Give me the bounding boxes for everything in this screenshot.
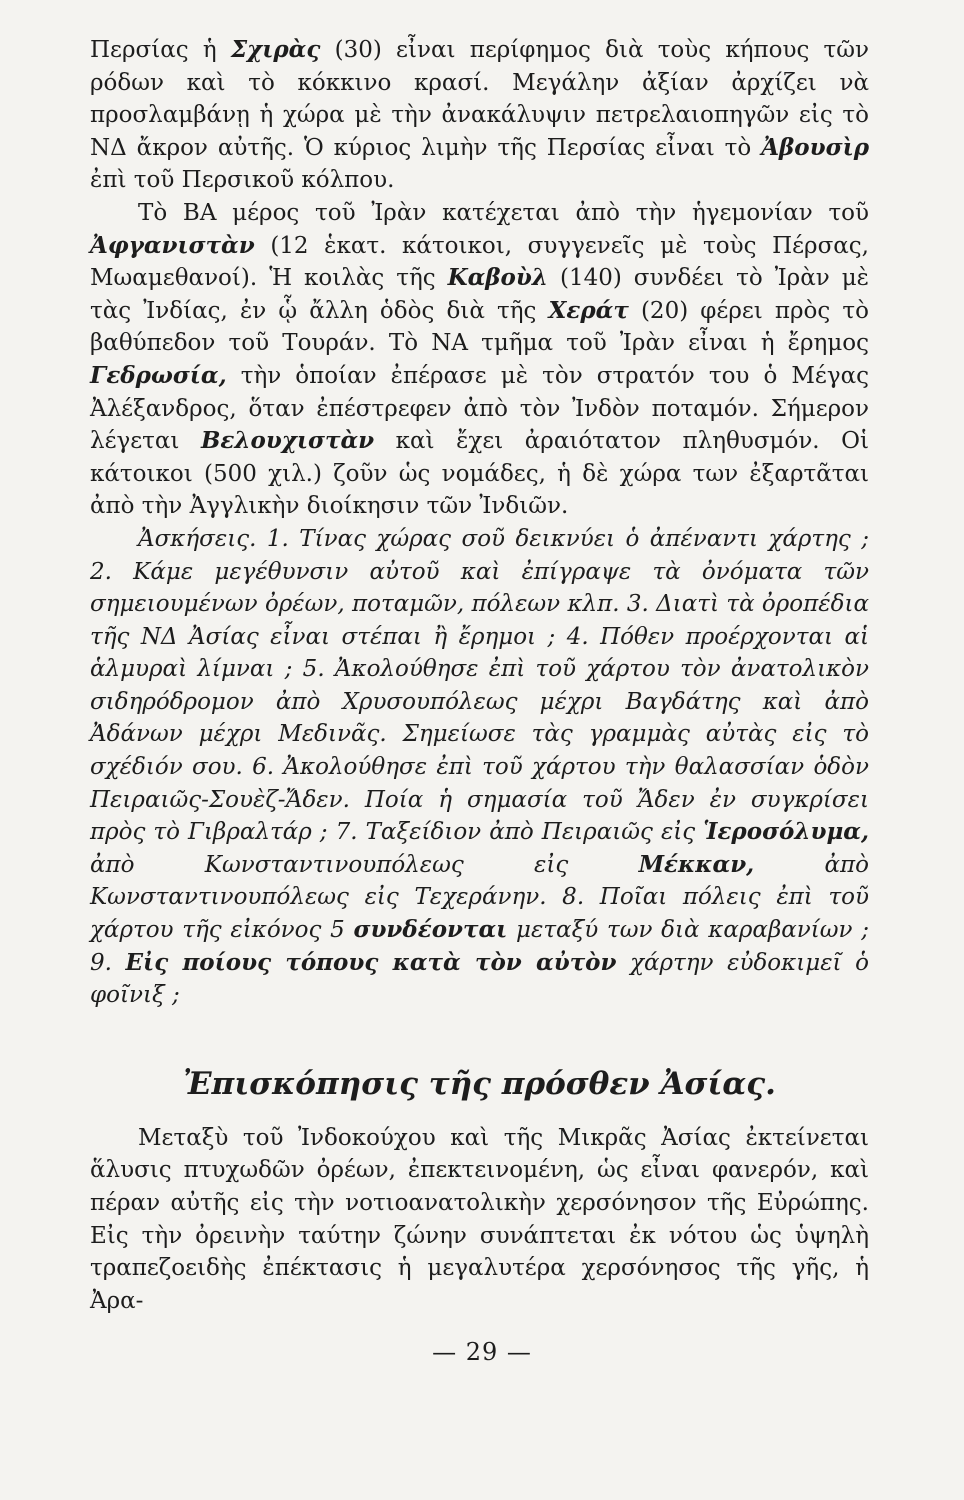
place-name-afghanistan: Ἀφγανιστὰν [90,231,255,259]
paragraph-persia: Περσίας ἡ Σχιρὰς (30) εἶναι περίφημος διὰ τοὺς κήπους τῶν ρόδων καὶ τὸ κόκκινο κρασί. Μεγάλην ἀξίαν ἀρχίζει νὰ προσλαμβάνῃ ἡ χώρα μὲ τὴν ἀνακάλυψιν πετρελαιοπηγῶν εἰς τὸ ΝΔ ἄκρον αὐτῆς. Ὁ κύριος λιμὴν τῆς Περσίας εἶναι τὸ Ἀβουσὶρ ἐπὶ τοῦ Περσικοῦ κόλπου. [90,36,870,194]
page-number: — 29 — [432,1338,532,1366]
exercises-block: Ἀσκήσεις. 1. Τίνας χώρας σοῦ δεικνύει ὁ ἀπέναντι χάρτης ; 2. Κάμε μεγέθυνσιν αὐτοῦ καὶ ἐπίγραψε τὰ ὀνόματα τῶν σημειουμένων ὀρέων, ποταμῶν, πόλεων κλπ. 3. Διατὶ τὰ ὀροπέδια τῆς ΝΔ Ἀσίας εἶναι στέπαι ἢ ἔρημοι ; 4. Πόθεν προέρχονται αἱ ἁλμυραὶ λίμναι ; 5. Ἀκολούθησε ἐπὶ τοῦ χάρτου τὸν ἀνατολικὸν σιδηρόδρομον ἀπὸ Χρυσουπόλεως μέχρι Βαγδάτης καὶ ἀπὸ Ἀδάνων μέχρι Μεδινᾶς. Σημείωσε τὰς γραμμὰς αὐτὰς εἰς τὸ σχέδιόν σου. 6. Ἀκολούθησε ἐπὶ τοῦ χάρτου τὴν θαλασσίαν ὁδὸν Πειραιῶς-Σουὲζ-Ἄδεν. Ποία ἡ σημασία τοῦ Ἄδεν ἐν συγκρίσει πρὸς τὸ Γιβραλτάρ ; 7. Ταξείδιον ἀπὸ Πειραιῶς εἰς Ἱεροσόλυμα, ἀπὸ Κωνσταντινουπόλεως εἰς Μέκκαν, ἀπὸ Κωνσταντινουπόλεως εἰς Τεχεράνην. 8. Ποῖαι πόλεις ἐπὶ τοῦ χάρτου τῆς εἰκόνος 5 συνδέονται μεταξύ των διὰ καραβανίων ; 9. Εἰς ποίους τόπους κατὰ τὸν αὐτὸν χάρτην εὐδοκιμεῖ ὁ φοῖνιξ ; [90,525,870,1009]
paragraph-overview: Μεταξὺ τοῦ Ἰνδοκούχου καὶ τῆς Μικρᾶς Ἀσίας ἐκτείνεται ἅλυσις πτυχωδῶν ὀρέων, ἐπεκτεινομένη, ὡς εἶναι φανερόν, καὶ πέραν αὐτῆς εἰς τὴν νοτιοανατολικὴν χερσόνησον τῆς Εὐρώπης. Εἰς τὴν ὀρεινὴν ταύτην ζώνην συνάπτεται ἐκ νότου ὡς ὑψηλὴ τραπεζοειδὴς ἐπέκτασις ἡ μεγαλυτέρα χερσόνησος τῆς γῆς, ἡ Ἀρα- [90,1124,869,1314]
place-name-shiraz: Σχιρὰς [230,36,321,63]
section-title: Ἐπισκόπησις τῆς πρόσθεν Ἀσίας. [183,1065,776,1102]
paragraph-afghanistan: Τὸ ΒΑ μέρος τοῦ Ἰρὰν κατέχεται ἀπὸ τὴν ἡγεμονίαν τοῦ Ἀφγανιστὰν (12 ἑκατ. κάτοικοι, συγγενεῖς μὲ τοὺς Πέρσας, Μωαμεθανοί). Ἡ κοιλὰς τῆς Καβοὺλ (140) συνδέει τὸ Ἰρὰν μὲ τὰς Ἰνδίας, ἐν ᾧ ἄλλη ὁδὸς διὰ τῆς Χεράτ (20) φέρει πρὸς τὸ βαθύπεδον τοῦ Τουράν. Τὸ ΝΑ τμῆμα τοῦ Ἰρὰν εἶναι ἡ ἔρημος Γεδρωσία, τὴν ὁποίαν ἐπέρασε μὲ τὸν στρατόν του ὁ Μέγας Ἀλέξανδρος, ὅταν ἐπέστρεφεν ἀπὸ τὸν Ἰνδὸν ποταμόν. Σήμερον λέγεται Βελουχιστὰν καὶ ἔχει ἀραιότατον πληθυσμόν. Οἱ κάτοικοι (500 χιλ.) ζοῦν ὡς νομάδες, ἡ δὲ χώρα των ἐξαρτᾶται ἀπὸ τὴν Ἀγγλικὴν διοίκησιν τῶν Ἰνδιῶν. [90,199,869,520]
place-name-kabul: Καβοὺλ [447,264,548,292]
exercises-heading: Ἀσκήσεις. [138,525,257,552]
place-name-herat: Χεράτ [548,296,629,324]
place-name-gedrosia: Γεδρωσία, [90,361,227,389]
place-name-abousir: Ἀβουσὶρ [761,133,869,161]
place-name-baluchistan: Βελουχιστὰν [200,427,375,455]
